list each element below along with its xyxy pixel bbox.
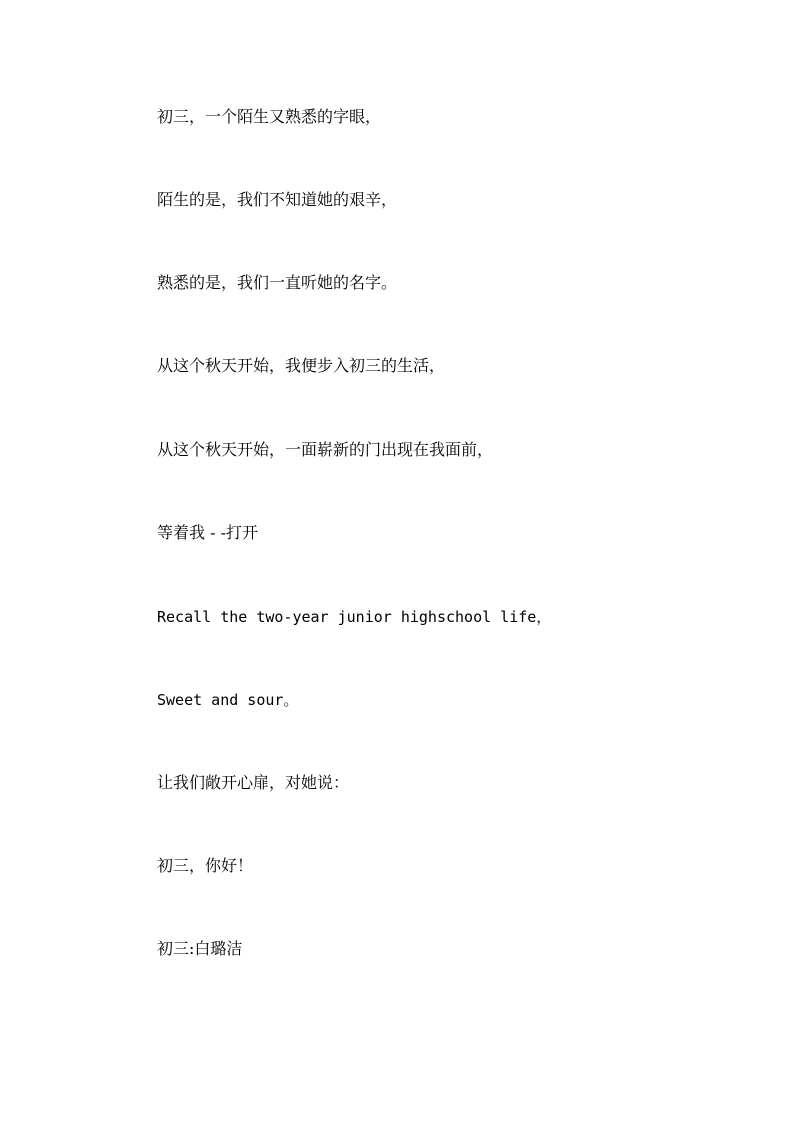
- text-line-3: 熟悉的是，我们一直听她的名字。: [157, 273, 398, 292]
- text-line-9: 让我们敞开心扉，对她说：: [157, 773, 350, 792]
- text-line-6: 等着我 - -打开: [157, 523, 258, 542]
- text-line-8: Sweet and sour。: [157, 691, 299, 709]
- text-line-2: 陌生的是，我们不知道她的艰辛，: [157, 190, 398, 209]
- text-line-10: 初三，你好！: [157, 856, 254, 875]
- text-line-5: 从这个秋天开始，一面崭新的门出现在我面前，: [157, 440, 494, 459]
- text-line-1: 初三，一个陌生又熟悉的字眼，: [157, 107, 382, 126]
- signature-line: 初三:白璐洁: [157, 939, 243, 958]
- text-line-4: 从这个秋天开始，我便步入初三的生活，: [157, 356, 446, 375]
- text-line-7: Recall the two-year junior highschool life，: [157, 608, 552, 626]
